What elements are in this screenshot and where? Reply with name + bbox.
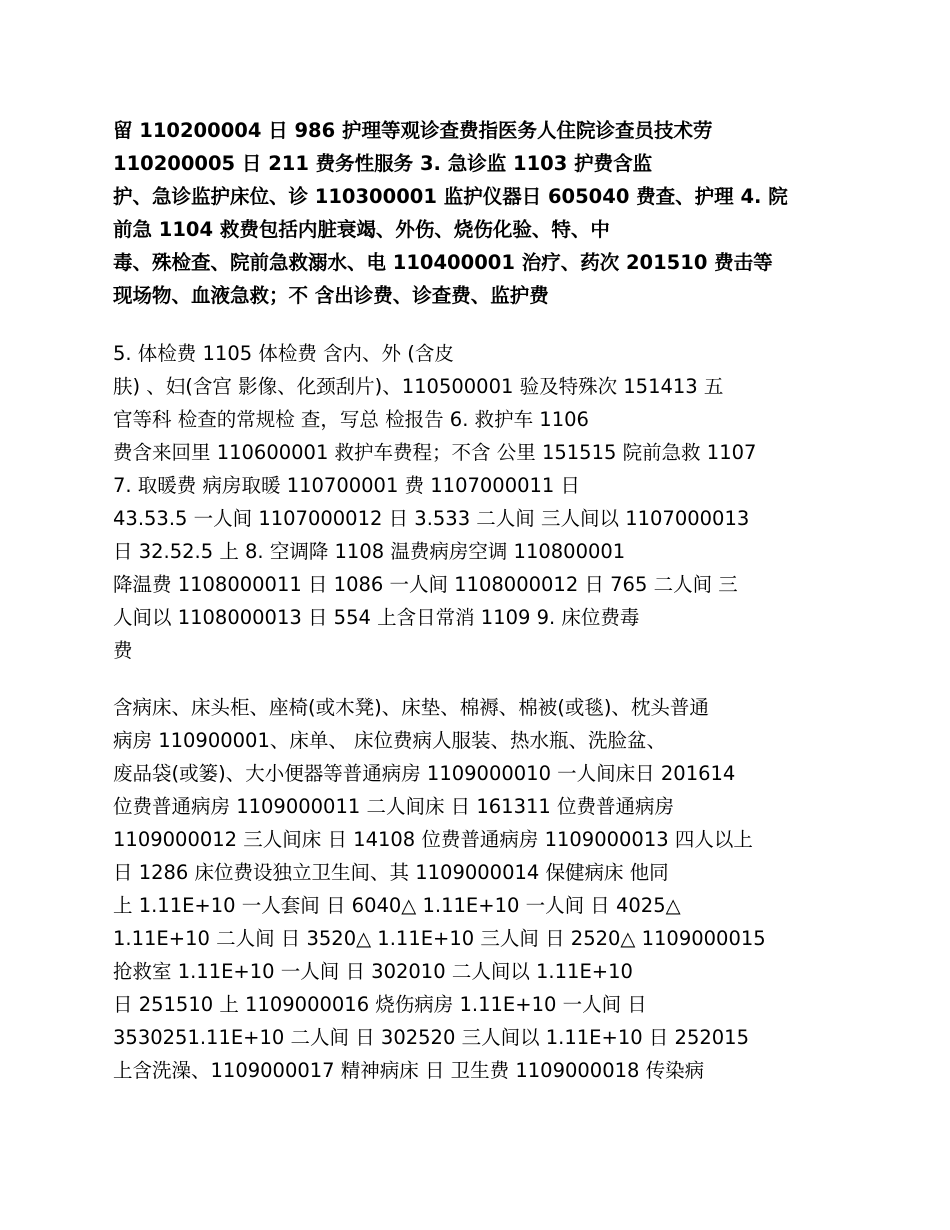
- text-line: 日 32.52.5 上 8. 空调降 1108 温费病房空调 110800001: [113, 540, 626, 563]
- text-line: 抢救室 1.11E+10 一人间 日 302010 二人间以 1.11E+10: [113, 960, 633, 983]
- text-line: 1109000012 三人间床 日 14108 位费普通病房 1109000013 四人以上: [113, 828, 753, 851]
- text-line: 43.53.5 一人间 1107000012 日 3.533 二人间 三人间以 1107000013: [113, 507, 750, 530]
- paragraph-exam-ambulance-heating-fees: [113, 337, 843, 667]
- text-line: 日 251510 上 1109000016 烧伤病房 1.11E+10 一人间 日: [113, 993, 647, 1016]
- text-line: 人间以 1108000013 日 554 上含日常消 1109 9. 床位费毒: [113, 606, 640, 629]
- text-line: 费: [113, 639, 133, 662]
- text-line: 毒、殊检查、院前急救溺水、电 110400001 治疗、药次 201510 费击等: [113, 251, 773, 274]
- text-line: 上 1.11E+10 一人套间 日 6040△ 1.11E+10 一人间 日 4025△: [113, 894, 681, 917]
- text-line: 前急 1104 救费包括内脏衰竭、外伤、烧伤化验、特、中: [113, 218, 610, 241]
- text-line: 官等科 检查的常规检 查，写总 检报告 6. 救护车 1106: [113, 408, 589, 431]
- text-line: 日 1286 床位费设独立卫生间、其 1109000014 保健病床 他同: [113, 861, 669, 884]
- text-line: 病房 110900001、床单、 床位费病人服装、热水瓶、洗脸盆、: [113, 729, 667, 752]
- text-line: 护、急诊监护床位、诊 110300001 监护仪器日 605040 费查、护理 4. 院: [113, 185, 788, 208]
- text-line: 费含来回里 110600001 救护车费程；不含 公里 151515 院前急救 1107: [113, 441, 757, 464]
- text-line: 5. 体检费 1105 体检费 含内、外 (含皮: [113, 342, 454, 365]
- text-line: 肤) 、妇(含宫 影像、化颈刮片)、110500001 验及特殊次 151413 五: [113, 375, 724, 398]
- text-line: 留 110200004 日 986 护理等观诊查费指医务人住院诊查员技术劳: [113, 119, 713, 142]
- text-line: 7. 取暖费 病房取暖 110700001 费 1107000011 日: [113, 474, 581, 497]
- paragraph-bed-fees: [113, 691, 843, 1087]
- text-line: 上含洗澡、1109000017 精神病床 日 卫生费 1109000018 传染病: [113, 1059, 705, 1082]
- text-line: 废品袋(或篓)、大小便器等普通病房 1109000010 一人间床日 201614: [113, 762, 736, 785]
- text-line: 1.11E+10 二人间 日 3520△ 1.11E+10 三人间 日 2520△ 1109000015: [113, 927, 766, 950]
- text-line: 110200005 日 211 费务性服务 3. 急诊监 1103 护费含监: [113, 152, 653, 175]
- text-line: 现场物、血液急救；不 含出诊费、诊查费、监护费: [113, 284, 549, 307]
- text-line: 3530251.11E+10 二人间 日 302520 三人间以 1.11E+10 日 252015: [113, 1026, 749, 1049]
- text-line: 位费普通病房 1109000011 二人间床 日 161311 位费普通病房: [113, 795, 674, 818]
- paragraph-nursing-emergency-fees: [113, 114, 843, 312]
- text-line: 降温费 1108000011 日 1086 一人间 1108000012 日 765 二人间 三: [113, 573, 738, 596]
- text-line: 含病床、床头柜、座椅(或木凳)、床垫、棉褥、棉被(或毯)、枕头普通: [113, 696, 709, 719]
